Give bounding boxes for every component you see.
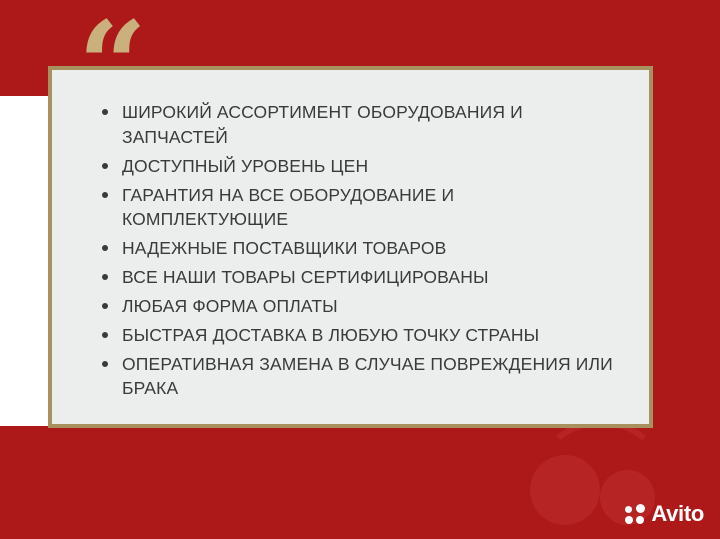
list-item: ШИРОКИЙ АССОРТИМЕНТ ОБОРУДОВАНИЯ И ЗАПЧАСТЕЙ xyxy=(100,100,621,150)
avito-watermark xyxy=(625,501,704,527)
benefits-list xyxy=(52,70,649,401)
list-item: ДОСТУПНЫЙ УРОВЕНЬ ЦЕН xyxy=(100,154,621,179)
benefits-card xyxy=(48,66,653,428)
list-item: ОПЕРАТИВНАЯ ЗАМЕНА В СЛУЧАЕ ПОВРЕЖДЕНИЯ ИЛИ БРАКА xyxy=(100,352,621,402)
watermark-label: Avito xyxy=(651,501,704,526)
list-item: ВСЕ НАШИ ТОВАРЫ СЕРТИФИЦИРОВАНЫ xyxy=(100,265,621,290)
list-item: БЫСТРАЯ ДОСТАВКА В ЛЮБУЮ ТОЧКУ СТРАНЫ xyxy=(100,323,621,348)
list-item: НАДЕЖНЫЕ ПОСТАВЩИКИ ТОВАРОВ xyxy=(100,236,621,261)
avito-logo-icon xyxy=(625,504,645,524)
list-item: ЛЮБАЯ ФОРМА ОПЛАТЫ xyxy=(100,294,621,319)
cherry-circle-decor xyxy=(530,455,600,525)
list-item: ГАРАНТИЯ НА ВСЕ ОБОРУДОВАНИЕ И КОМПЛЕКТУЮЩИЕ xyxy=(100,183,621,233)
